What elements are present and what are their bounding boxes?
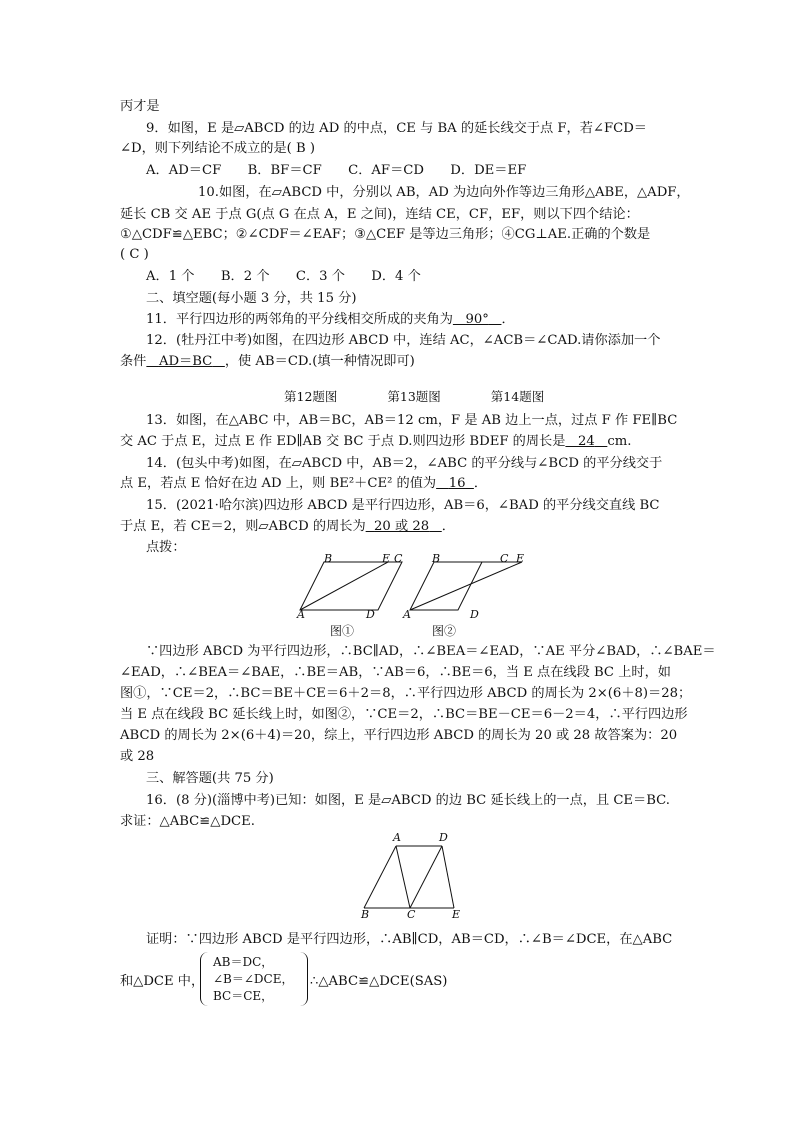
vertex-label: C [407,908,416,921]
question-11: 11．平行四边形的两邻角的平分线相交所成的夹角为 90° ． [146,312,515,327]
text-line: 丙才是 [120,99,160,114]
text-line: ∠D，则下列结论不成立的是( B ) [120,141,316,156]
section-fill-blank: 二、填空题(每小题 3 分，共 15 分) [146,291,357,306]
vertex-label: D [439,831,448,844]
question-13-cont: 交 AC 于点 E，过点 E 作 ED∥AB 交 BC 于点 D.则四边形 BDEF 的周长是 24 cm. [120,434,632,449]
vertex-label: C [394,552,403,565]
system-condition: AB＝DC， [213,955,274,969]
figure-caption-2: 图② [432,624,457,638]
question-12-cont: 条件 AD＝BC ，使 AB＝CD.(填一种情况即可) [120,354,415,369]
system-condition: ∠B＝∠DCE， [213,972,294,986]
vertex-label: E [382,552,391,565]
question-12: 12．(牡丹江中考)如图，在四边形 ABCD 中，连结 AC，∠ACB＝∠CAD.请你添加一个 [146,333,661,348]
solution-line: ABCD 的周长为 2×(6＋4)＝20，综上，平行四边形 ABCD 的周长为 20 或 28 故答案为：20 [120,728,678,743]
vertex-label: A [403,608,411,621]
question-9: 9．如图，E 是▱ABCD 的边 AD 的中点，CE 与 BA 的延长线交于点 F，若∠FCD＝ [146,121,647,136]
text-line: 延长 CB 交 AE 于点 G(点 G 在点 A，E 之间)，连结 CE，CF，EF，则以下四个结论： [120,207,639,222]
parallelogram-1 [300,562,402,610]
vertex-label: B [361,908,370,921]
figure-caption-1: 图① [330,624,355,638]
system-condition: BC＝CE， [213,989,274,1003]
answer-blank: 16 [448,476,466,491]
solution-line: 当 E 点在线段 BC 延长线上时，如图②，∵CE＝2，∴BC＝BE－CE＝6－2＝4，∴平行四边形 [120,707,688,722]
figure-captions-row: 第12题图 第13题图 第14题图 [284,389,545,404]
question-14: 14．(包头中考)如图，在▱ABCD 中，AB＝2，∠ABC 的平分线与∠BCD 的平分线交于 [146,456,663,471]
question-10-options: A．1 个 B．2 个 C．3 个 D．4 个 [146,269,421,284]
vertex-label: C [500,552,509,565]
vertex-label: D [366,608,375,621]
answer-blank: 24 [578,434,595,449]
solution-line: 或 28 [120,749,155,764]
segment-ae-1 [300,562,388,610]
question-9-options: A．AD＝CF B．BF＝CF C．AF＝CD D．DE＝EF [146,163,527,178]
proof-line: 和△DCE 中， [120,974,205,989]
proof-conclusion: ∴△ABC≌△DCE(SAS) [310,974,448,989]
vertex-label: B [324,552,333,565]
question-14-cont: 点 E，若点 E 恰好在边 AD 上，则 BE²＋CE² 的值为 16 ． [120,476,488,491]
vertex-label: E [516,552,525,565]
question-15-cont: 于点 E，若 CE＝2，则▱ABCD 的周长为 20 或 28 ． [120,519,455,534]
segment-ae-2 [410,562,522,610]
question-13: 13．如图，在△ABC 中，AB＝BC，AB＝12 cm，F 是 AB 边上一点，过点 F 作 FE∥BC [146,413,678,428]
proof-line: 证明：∵四边形 ABCD 是平行四边形，∴AB∥CD，AB＝CD，∴∠B＝∠DCE，在△ABC [146,932,673,947]
parallelogram-2 [410,562,482,610]
solution-line: ∠EAD，∴∠BEA＝∠BAE，∴BE＝AB，∵AB＝6，∴BE＝6，当 E 点在线段 BC 上时，如 [120,665,671,680]
vertex-label: A [393,831,401,844]
vertex-label: B [432,552,441,565]
hint-label: 点拨： [146,540,186,555]
answer-blank: 90° [465,312,489,327]
solution-line: ∵四边形 ABCD 为平行四边形，∴BC∥AD，∴∠BEA＝∠EAD，∵AE 平分∠BAD，∴∠BAE＝ [146,644,716,659]
vertex-label: A [297,608,305,621]
answer-blank: 20 或 28 [374,519,430,534]
question-16: 16．(8 分)(淄博中考)已知：如图，E 是▱ABCD 的边 BC 延长线上的一点，且 CE＝BC. [146,793,670,808]
solution-line: 图①，∵CE＝2，∴BC＝BE＋CE＝6＋2＝8，∴平行四边形 ABCD 的周长为 2×(6＋8)＝28； [120,686,692,701]
vertex-label: E [452,908,461,921]
section-solve: 三、解答题(共 75 分) [146,771,274,786]
question-10: 10.如图，在▱ABCD 中，分别以 AB，AD 为边向外作等边三角形△ABE，△ADF， [198,185,690,200]
text-line: ①△CDF≌△EBC；②∠CDF＝∠EAF；③△CEF 是等边三角形；④CG⊥AE.正确的个数是 [120,227,651,242]
vertex-label: D [470,608,479,621]
question-16-cont: 求证：△ABC≌△DCE. [120,814,255,829]
answer-blank: AD＝BC [158,354,213,369]
question-15: 15．(2021·哈尔滨)四边形 ABCD 是平行四边形，AB＝6，∠BAD 的平分线交直线 BC [146,498,660,513]
text-line: ( C ) [120,247,149,262]
